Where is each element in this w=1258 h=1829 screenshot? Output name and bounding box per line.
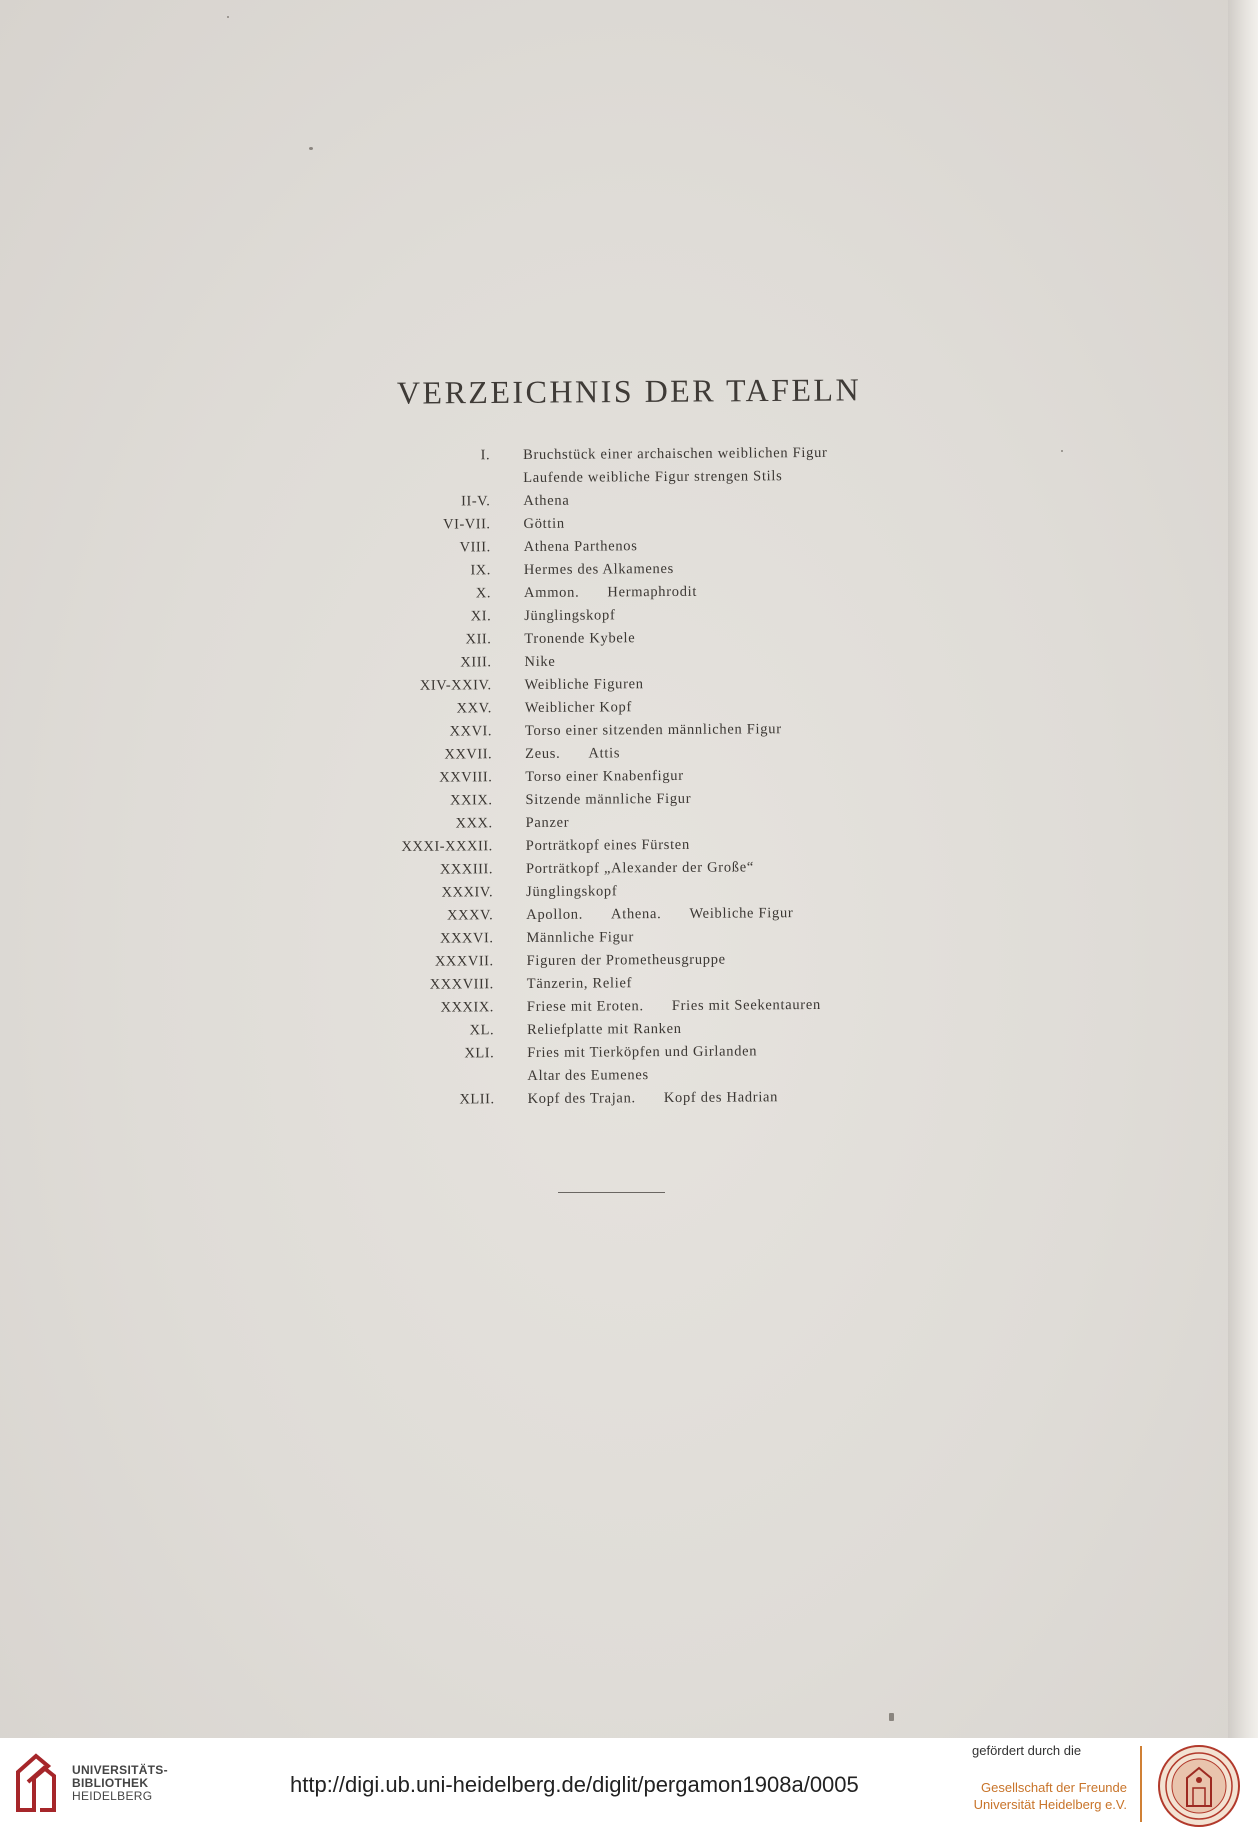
footer-divider bbox=[1140, 1746, 1142, 1822]
plate-title-part: Porträtkopf eines Fürsten bbox=[525, 836, 690, 854]
toc-row bbox=[380, 514, 850, 540]
plate-title bbox=[524, 561, 674, 579]
plate-title bbox=[523, 493, 569, 510]
library-name-line: BIBLIOTHEK bbox=[72, 1776, 149, 1790]
plate-title-part: Weibliche Figuren bbox=[524, 676, 644, 693]
plate-number: XXXVI. bbox=[440, 930, 494, 947]
plate-title-part: Jünglingskopf bbox=[524, 607, 616, 624]
toc-row bbox=[384, 1043, 854, 1069]
plate-title-part: Athena bbox=[523, 492, 570, 510]
plate-number: XLI. bbox=[464, 1045, 495, 1062]
plate-title-part: Zeus. bbox=[525, 745, 561, 762]
toc-row bbox=[381, 583, 851, 609]
plate-number: XXXI-XXXII. bbox=[401, 838, 493, 855]
university-seal-icon bbox=[1157, 1744, 1241, 1828]
plate-title bbox=[525, 676, 644, 694]
toc-row bbox=[383, 859, 853, 885]
plate-index bbox=[380, 445, 855, 1115]
toc-row bbox=[384, 974, 854, 1000]
plate-title bbox=[526, 815, 570, 832]
paper-speck bbox=[889, 1713, 894, 1721]
plate-title-part: Männliche Figur bbox=[526, 929, 635, 946]
footer-bar bbox=[0, 1738, 1258, 1829]
toc-row bbox=[381, 537, 851, 563]
toc-row bbox=[381, 629, 851, 655]
plate-number: XI. bbox=[470, 608, 492, 625]
plate-title-part: Porträtkopf „Alexander der Große“ bbox=[525, 859, 755, 877]
plate-title-part: Kopf des Hadrian bbox=[663, 1089, 779, 1107]
plate-title bbox=[527, 1089, 778, 1108]
plate-title-part: Fries mit Seekentauren bbox=[671, 996, 821, 1014]
plate-number: XXVIII. bbox=[439, 769, 493, 786]
plate-number: XII. bbox=[465, 631, 492, 648]
plate-title-part: Jünglingskopf bbox=[526, 883, 618, 900]
plate-title-part: Weiblicher Kopf bbox=[524, 699, 633, 716]
plate-number: XXXIII. bbox=[439, 861, 493, 878]
plate-number: VIII. bbox=[459, 539, 491, 556]
page-edge bbox=[1228, 0, 1258, 1738]
plate-title bbox=[526, 929, 634, 947]
plate-title bbox=[525, 768, 684, 786]
plate-title bbox=[527, 952, 726, 970]
plate-title bbox=[525, 791, 691, 809]
plate-number: IX. bbox=[470, 562, 491, 579]
support-label: gefördert durch die bbox=[972, 1743, 1082, 1758]
plate-title-part: Athena. bbox=[610, 906, 662, 923]
plate-title bbox=[527, 1043, 757, 1062]
plate-title bbox=[527, 1067, 649, 1085]
plate-title-part: Attis bbox=[588, 745, 621, 762]
plate-title bbox=[525, 721, 782, 740]
toc-row bbox=[383, 836, 853, 862]
toc-row bbox=[382, 790, 852, 816]
plate-number: XXXIX. bbox=[440, 999, 494, 1016]
closing-rule bbox=[558, 1192, 665, 1193]
toc-row bbox=[383, 813, 853, 839]
plate-number: XXX. bbox=[455, 815, 493, 832]
plate-title bbox=[526, 883, 617, 901]
plate-number: XXXVIII. bbox=[429, 976, 494, 993]
toc-row bbox=[384, 1020, 854, 1046]
plate-title bbox=[524, 584, 697, 602]
toc-row bbox=[384, 1066, 854, 1092]
plate-title bbox=[525, 745, 620, 763]
plate-title bbox=[526, 859, 754, 878]
sponsor-line: Gesellschaft der Freunde bbox=[981, 1780, 1127, 1795]
toc-row bbox=[381, 606, 851, 632]
plate-title bbox=[527, 1021, 682, 1039]
plate-title-part: Hermes des Alkamenes bbox=[523, 560, 675, 578]
plate-title-part: Fries mit Tierköpfen und Girlanden bbox=[527, 1043, 758, 1061]
plate-title bbox=[523, 516, 564, 533]
plate-title bbox=[527, 975, 633, 993]
plate-title bbox=[523, 468, 782, 487]
toc-row bbox=[382, 721, 852, 747]
toc-row bbox=[382, 744, 852, 770]
plate-title-part: Kopf des Trajan. bbox=[527, 1090, 636, 1107]
library-name bbox=[72, 1764, 168, 1803]
plate-title bbox=[526, 837, 690, 855]
toc-row bbox=[382, 698, 852, 724]
plate-number: XXVI. bbox=[449, 723, 493, 740]
sponsor-line: Universität Heidelberg e.V. bbox=[973, 1797, 1127, 1812]
sponsor-name bbox=[972, 1779, 1127, 1813]
plate-title-part: Laufende weibliche Figur strengen Stils bbox=[523, 468, 783, 487]
plate-title-part: Weibliche Figur bbox=[689, 905, 794, 922]
plate-number: XL. bbox=[469, 1022, 495, 1039]
plate-number: XXIX. bbox=[450, 792, 493, 809]
plate-title-part: Torso einer sitzenden männlichen Figur bbox=[524, 721, 782, 739]
toc-row bbox=[383, 882, 853, 908]
plate-title-part: Tänzerin, Relief bbox=[526, 975, 633, 992]
plate-title-part: Ammon. bbox=[523, 584, 580, 601]
plate-number: XIII. bbox=[460, 654, 492, 671]
plate-title-part: Tronende Kybele bbox=[524, 630, 636, 647]
paper-speck bbox=[227, 16, 229, 18]
plate-title-part: Göttin bbox=[523, 515, 565, 532]
plate-number: XXXIV. bbox=[441, 884, 494, 901]
plate-title bbox=[524, 607, 615, 625]
plate-number: XXXV. bbox=[447, 907, 494, 924]
plate-number: I. bbox=[480, 447, 491, 464]
plate-number: VI-VII. bbox=[443, 516, 491, 533]
plate-title bbox=[524, 538, 638, 556]
plate-title bbox=[524, 630, 635, 648]
plate-title-part: Friese mit Eroten. bbox=[526, 998, 644, 1015]
library-name-line: UNIVERSITÄTS- bbox=[72, 1763, 168, 1777]
plate-title-part: Panzer bbox=[525, 814, 570, 831]
toc-row bbox=[383, 928, 853, 954]
toc-row bbox=[384, 951, 854, 977]
library-logo-icon bbox=[14, 1752, 58, 1812]
plate-number: XIV-XXIV. bbox=[419, 677, 492, 694]
plate-title-part: Torso einer Knabenfigur bbox=[525, 767, 684, 785]
library-name-line: HEIDELBERG bbox=[72, 1789, 153, 1803]
plate-title bbox=[524, 654, 555, 671]
plate-title-part: Sitzende männliche Figur bbox=[525, 790, 692, 808]
plate-title-part: Athena Parthenos bbox=[523, 538, 638, 555]
page-title: VERZEICHNIS DER TAFELN bbox=[396, 371, 862, 411]
plate-title-part: Apollon. bbox=[526, 906, 584, 923]
toc-row bbox=[382, 767, 852, 793]
toc-row bbox=[381, 652, 851, 678]
plate-number: X. bbox=[475, 585, 492, 602]
toc-row bbox=[381, 560, 851, 586]
plate-number: XXV. bbox=[456, 700, 492, 717]
plate-title-part: Nike bbox=[524, 653, 556, 670]
plate-title bbox=[523, 445, 828, 464]
plate-title-part: Reliefplatte mit Ranken bbox=[527, 1020, 682, 1038]
plate-title-part: Figuren der Prometheusgruppe bbox=[526, 951, 726, 969]
plate-number: XLII. bbox=[459, 1091, 495, 1108]
toc-row bbox=[384, 1089, 854, 1115]
plate-number: XXXVII. bbox=[434, 953, 494, 970]
plate-title-part: Altar des Eumenes bbox=[527, 1067, 649, 1084]
plate-title bbox=[525, 699, 632, 717]
permalink-url[interactable]: http://digi.ub.uni-heidelberg.de/diglit/pergamon1908a/0005 bbox=[290, 1772, 859, 1797]
plate-title-part: Hermaphrodit bbox=[607, 583, 698, 601]
toc-row bbox=[380, 468, 850, 494]
plate-number: XXVII. bbox=[444, 746, 493, 763]
toc-row bbox=[383, 905, 853, 931]
plate-number: II-V. bbox=[461, 493, 491, 510]
toc-row bbox=[380, 491, 850, 517]
toc-row bbox=[384, 997, 854, 1023]
paper-speck bbox=[309, 147, 313, 150]
plate-title bbox=[526, 905, 793, 924]
toc-row bbox=[382, 675, 852, 701]
toc-row bbox=[380, 445, 850, 471]
plate-title-part: Bruchstück einer archaischen weiblichen Figur bbox=[522, 444, 828, 464]
plate-title bbox=[527, 997, 821, 1016]
paper-speck bbox=[1061, 450, 1063, 452]
